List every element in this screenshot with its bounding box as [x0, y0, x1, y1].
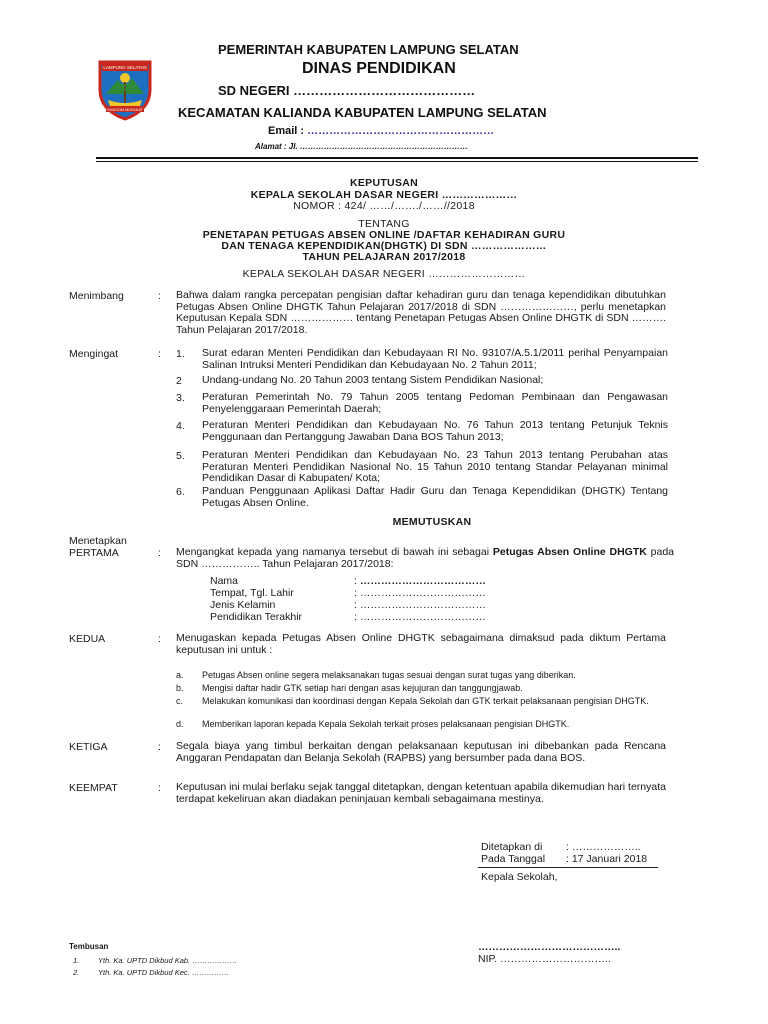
mengingat-item: Peraturan Pemerintah No. 79 Tahun 2005 tentang Pedoman Pembinaan dan Pengawasan Penyelenggaraan Pemerintah Daerah; — [202, 391, 668, 415]
menimbang-text: Bahwa dalam rangka percepatan pengisian daftar kehadiran guru dan tenaga kependidikan dibutuhkan Petugas Absen Online DHGTK Tahun Pelajaran 2017/2018 di SDN …………………, perlu menetapkan Keputusan Kepala SDN ……………… tentang Penetapan Petugas Absen Online DHGTK di SDN ………. Tahun Pelajaran 2017/2018. — [176, 289, 666, 336]
subject-line-1: PENETAPAN PETUGAS ABSEN ONLINE /DAFTAR KEHADIRAN GURU — [202, 229, 566, 241]
pertama-colon: : — [158, 547, 161, 559]
kedua-item: Mengisi daftar hadir GTK setiap hari dengan asas kejujuran dan tanggungjawab. — [202, 683, 523, 693]
field-label: Tempat, Tgl. Lahir — [210, 587, 294, 599]
field-label: Jenis Kelamin — [210, 599, 276, 611]
ketiga-label: KETIGA — [69, 741, 108, 753]
field-value: : ……………………………… — [354, 587, 486, 599]
doc-type: KEPUTUSAN — [349, 177, 419, 189]
decree-number: NOMOR : 424/ ……/……./……//2018 — [293, 200, 475, 212]
menimbang-colon: : — [158, 290, 161, 302]
mengingat-label: Mengingat — [69, 348, 119, 360]
district-name: KECAMATAN KALIANDA KABUPATEN LAMPUNG SELATAN — [178, 105, 547, 120]
mengingat-num: 4. — [176, 420, 185, 432]
kedua-item: Melakukan komunikasi dan koordinasi dengan Kepala Sekolah dan GTK terkait pelaksanaan pengisian DHGTK. — [202, 696, 649, 706]
mengingat-item: Peraturan Menteri Pendidikan dan Kebudayaan No. 76 Tahun 2013 tentang Petunjuk Teknis Penggunaan dan Pertanggung Jawaban Dana BOS Tahun 2013; — [202, 419, 668, 443]
subject-line-3: TAHUN PELAJARAN 2017/2018 — [302, 251, 466, 263]
menimbang-label: Menimbang — [69, 290, 124, 302]
field-label: Nama — [210, 575, 239, 587]
header-rule-thick — [96, 157, 698, 159]
tembusan-num: 1. — [73, 956, 80, 965]
mengingat-num: 1. — [176, 348, 185, 360]
mengingat-item: Undang-undang No. 20 Tahun 2003 tentang Sistem Pendidikan Nasional; — [202, 374, 544, 386]
place-value: : ……………….. — [566, 841, 641, 853]
email-label: Email : — [268, 125, 308, 137]
field-value: : ……………………………… — [354, 599, 486, 611]
mengingat-num: 6. — [176, 486, 185, 498]
agency-name: DINAS PENDIDIKAN — [302, 60, 456, 77]
pertama-text-bold: Petugas Absen Online DHGTK — [492, 546, 647, 558]
ketiga-colon: : — [158, 741, 161, 753]
logo-bottom-text: KHAGOM MUFAKAT — [107, 107, 143, 112]
keempat-label: KEEMPAT — [69, 782, 118, 794]
field-label: Pendidikan Terakhir — [210, 611, 303, 623]
pertama-text — [176, 547, 674, 570]
date-label: Pada Tanggal — [481, 853, 546, 865]
school-name: SD NEGERI …………………………………… — [218, 83, 476, 98]
kedua-colon: : — [158, 633, 161, 645]
signatory-title: Kepala Sekolah, — [481, 871, 558, 883]
mengingat-item: Panduan Penggunaan Aplikasi Daftar Hadir Guru dan Tenaga Kependidikan (DHGTK) Tentang Petugas Absen Online. — [202, 485, 668, 509]
mengingat-num: 5. — [176, 450, 185, 462]
email-line — [268, 125, 494, 137]
mengingat-item: Peraturan Menteri Pendidikan dan Kebudayaan No. 23 Tahun 2013 tentang Perubahan atas Peraturan Menteri Pendidikan Nasional No. 15 Tahun 2010 tentang Standar Pelayanan minimal Pendidikan Dasar di Kabupaten/ Kota; — [202, 449, 668, 484]
kedua-label: KEDUA — [69, 633, 106, 645]
kedua-num: d. — [176, 719, 184, 729]
subject-line-2: DAN TENAGA KEPENDIDIKAN(DHGTK) DI SDN ………………… — [221, 240, 547, 252]
regency-logo — [92, 56, 158, 122]
tembusan-item: Yth. Ka. UPTD Dikbud Kab. ……………… — [98, 956, 238, 965]
kedua-num: a. — [176, 670, 184, 680]
memutuskan-heading: MEMUTUSKAN — [392, 516, 472, 528]
ketiga-text: Segala biaya yang timbul berkaitan dengan pelaksanaan keputusan ini dibebankan pada Rencana Anggaran Pendapatan dan Belanja Sekolah (RAPBS) yang bersumber pada dana BOS. — [176, 740, 666, 764]
field-value: : ……………………………… — [354, 575, 486, 587]
signature-divider — [478, 867, 658, 868]
menetapkan-label: Menetapkan — [69, 535, 127, 547]
pertama-text-b: pada SDN …………….. Tahun Pelajaran 2017/2018: — [176, 546, 675, 570]
issuer-repeat: KEPALA SEKOLAH DASAR NEGERI ……………………… — [242, 268, 526, 280]
kedua-item: Memberikan laporan kepada Kepala Sekolah terkait proses pelaksanaan pengisian DHGTK. — [202, 719, 570, 729]
tembusan-label: Tembusan — [69, 942, 109, 951]
mengingat-item: Surat edaran Menteri Pendidikan dan Kebudayaan RI No. 93107/A.5.1/2011 perihal Penyampaian Salinan Intruksi Menteri Pendidikan dan Kebudayaan No. 2 Tahun 2011; — [202, 347, 668, 371]
address-line: Alamat : Jl. ……………………………………………………… — [255, 142, 468, 151]
keempat-text: Keputusan ini mulai berlaku sejak tanggal ditetapkan, dengan ketentuan apabila dikemudian hari ternyata terdapat kekeliruan akan diadakan peninjauan kembali sebagaimana mestinya. — [176, 781, 666, 805]
pertama-label: PERTAMA — [69, 547, 119, 559]
mengingat-num: 2 — [176, 375, 182, 387]
kedua-num: b. — [176, 683, 184, 693]
pertama-text-a: Mengangkat kepada yang namanya tersebut di bawah ini sebagai — [176, 546, 493, 558]
header-rule-thin — [96, 161, 698, 162]
signatory-name: ………………………………….. — [478, 941, 621, 953]
keempat-colon: : — [158, 782, 161, 794]
about-label: TENTANG — [358, 218, 410, 230]
tembusan-num: 2. — [73, 968, 80, 977]
field-value: : ……………………………… — [354, 611, 486, 623]
email-value: …………………………………………… — [307, 125, 495, 137]
government-name: PEMERINTAH KABUPATEN LAMPUNG SELATAN — [218, 42, 519, 57]
kedua-text: Menugaskan kepada Petugas Absen Online DHGTK sebagaimana dimaksud pada diktum Pertama keputusan ini untuk : — [176, 632, 666, 656]
signatory-nip: NIP. ………………………….. — [478, 953, 611, 965]
tembusan-item: Yth. Ka. UPTD Dikbud Kec. …………… — [98, 968, 230, 977]
kedua-item: Petugas Absen online segera melaksanakan tugas sesuai dengan surat tugas yang diberikan. — [202, 670, 576, 680]
date-value: : 17 Januari 2018 — [566, 853, 648, 865]
mengingat-colon: : — [158, 348, 161, 360]
issuer: KEPALA SEKOLAH DASAR NEGERI ………………… — [250, 189, 518, 201]
mengingat-num: 3. — [176, 392, 185, 404]
kedua-num: c. — [176, 696, 184, 706]
logo-top-text: LAMPUNG SELATAN — [103, 65, 147, 70]
place-label: Ditetapkan di — [481, 841, 543, 853]
